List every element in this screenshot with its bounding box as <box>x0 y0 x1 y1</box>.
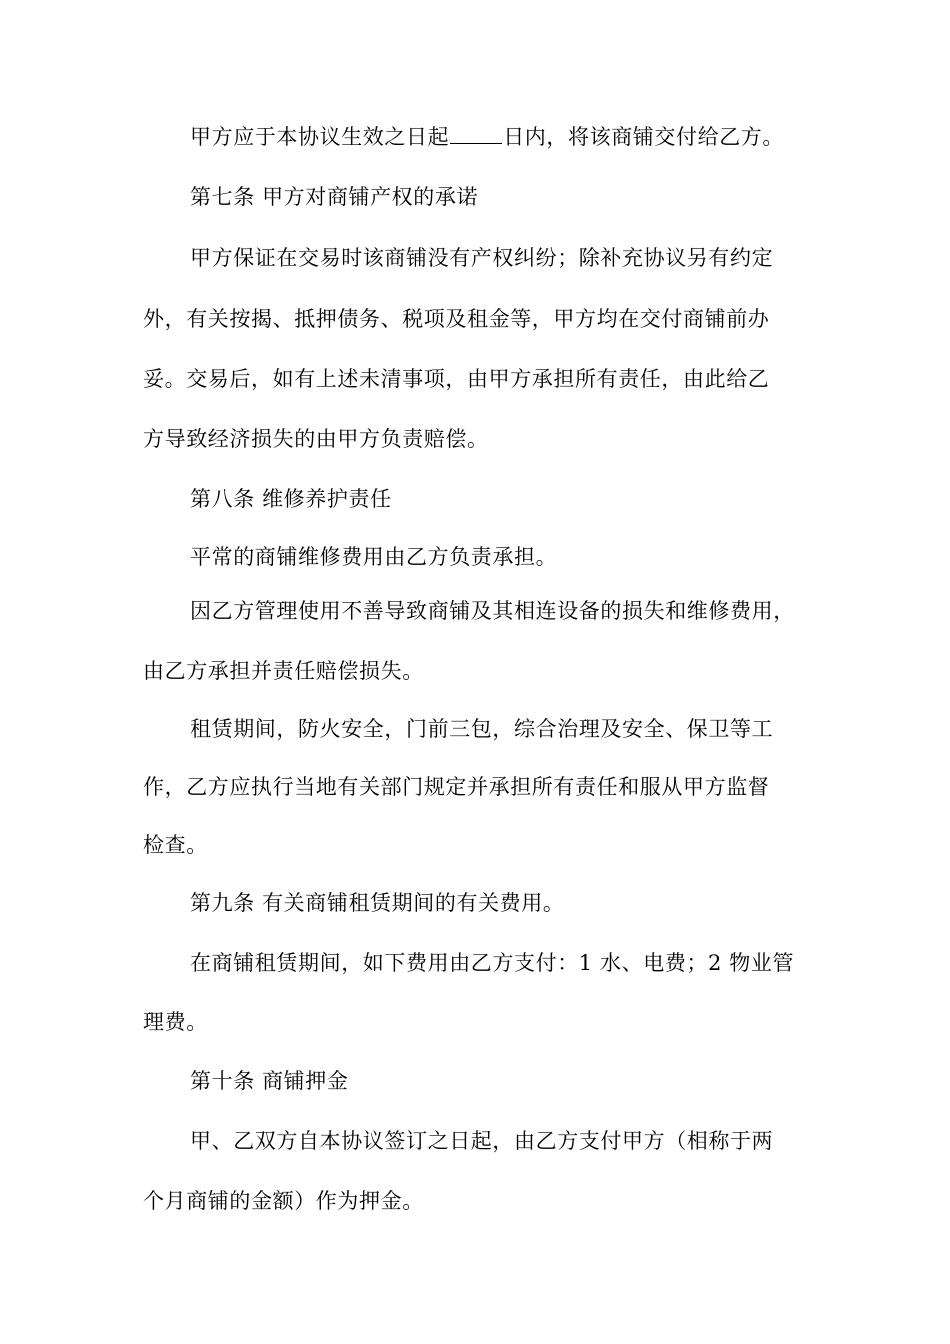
paragraph-delivery <box>190 122 784 152</box>
article-10-title: 第十条 商铺押金 <box>190 1069 349 1093</box>
fees-line-1: 在商铺租赁期间，如下费用由乙方支付：1 水、电费；2 物业管 <box>190 951 795 975</box>
damage-line-1: 因乙方管理使用不善导致商铺及其相连设备的损失和维修费用， <box>190 599 795 623</box>
damage-line-2: 由乙方承担并责任赔偿损失。 <box>143 659 424 683</box>
article-7-line-1: 甲方保证在交易时该商铺没有产权纠纷；除补充协议另有约定 <box>190 246 774 270</box>
safety-line-2: 作，乙方应执行当地有关部门规定并承担所有责任和服从甲方监督 <box>143 775 770 799</box>
delivery-text-start: 甲方应于本协议生效之日起 <box>190 125 450 149</box>
deposit-line-2: 个月商铺的金额）作为押金。 <box>143 1189 424 1213</box>
maintenance-cost-paragraph: 平常的商铺维修费用由乙方负责承担。 <box>190 545 558 569</box>
article-7-line-2: 外，有关按揭、抵押债务、税项及租金等，甲方均在交付商铺前办 <box>143 307 770 331</box>
safety-line-1: 租赁期间，防火安全，门前三包，综合治理及安全、保卫等工 <box>190 717 774 741</box>
delivery-text-end: 日内，将该商铺交付给乙方。 <box>503 125 785 149</box>
deposit-line-1: 甲、乙双方自本协议签订之日起，由乙方支付甲方（相称于两 <box>190 1129 774 1153</box>
article-7-title: 第七条 甲方对商铺产权的承诺 <box>190 185 479 209</box>
safety-line-3: 检查。 <box>143 833 208 857</box>
article-8-title: 第八条 维修养护责任 <box>190 487 392 511</box>
article-7-line-4: 方导致经济损失的由甲方负责赔偿。 <box>143 427 489 451</box>
fees-line-2: 理费。 <box>143 1010 208 1034</box>
article-7-line-3: 妥。交易后，如有上述未清事项，由甲方承担所有责任，由此给乙 <box>143 367 770 391</box>
article-9-title: 第九条 有关商铺租赁期间的有关费用。 <box>190 891 565 915</box>
blank-days-field[interactable] <box>450 125 502 144</box>
